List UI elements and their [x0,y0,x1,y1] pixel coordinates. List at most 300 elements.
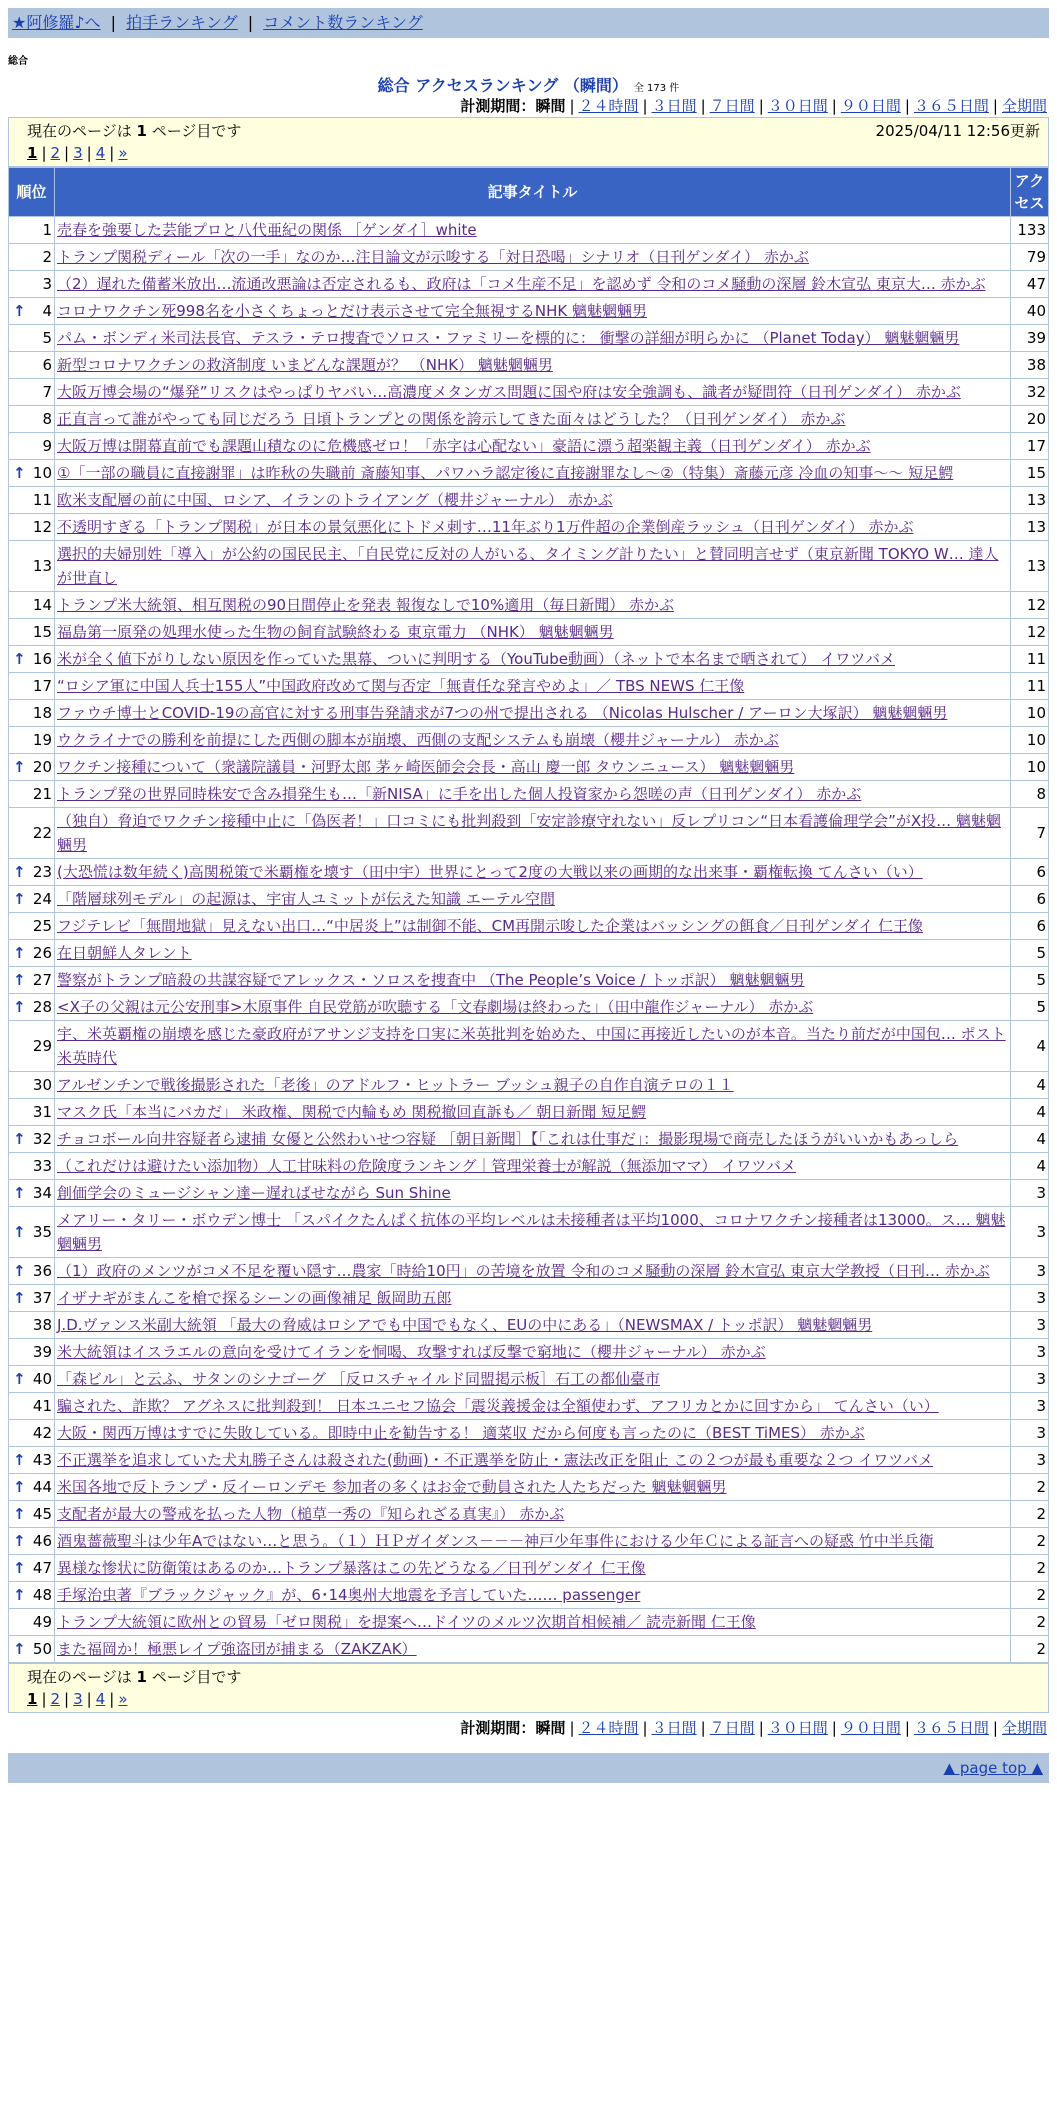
article-title-link[interactable]: また福岡か！極悪レイプ強盗団が捕まる（ZAKZAK） [57,1640,417,1658]
period-separator: | [992,97,998,115]
title-cell [55,1366,1011,1393]
table-row [9,1366,1049,1393]
access-count-cell: 3 [1011,1339,1049,1366]
rank-number: 44 [32,1478,52,1496]
rank-up-arrow-icon: ↑ [13,971,26,989]
access-count-cell: 12 [1011,592,1049,619]
home-link[interactable]: ★阿修羅♪へ [12,13,101,32]
title-cell [55,325,1011,352]
article-title-link[interactable]: 米が全く値下がりしない原因を作っていた黒幕、ついに判明する（YouTube動画）（ネットで本名まで晒されて） イワツバメ [57,650,895,668]
article-title-link[interactable]: （1）政府のメンツがコメ不足を覆い隠す…農家「時給10円」の苦境を放置 令和のコメ騒動の深層 鈴木宣弘 東京大学教授（日刊… 赤かぶ [57,1262,990,1280]
article-title-link[interactable]: 支配者が最大の警戒を払った人物（槌草一秀の『知られざる真実』） 赤かぶ [57,1505,565,1523]
period-option-link[interactable]: 全期間 [1001,1719,1047,1737]
pager-page-link[interactable]: 2 [50,144,61,162]
table-row [9,541,1049,592]
rank-number: 22 [32,824,52,842]
article-title-link[interactable]: トランプ米大統領、相互関税の90日間停止を発表 報復なしで10%適用（毎日新聞） 赤かぶ [57,596,674,614]
pager-page-link[interactable]: 3 [73,144,83,162]
article-title-link[interactable]: “ロシア軍に中国人兵士155人”中国政府改めて関与否定「無責任な発言やめよ」／ TBS NEWS 仁王像 [57,677,745,695]
rank-number: 2 [42,248,52,266]
current-page-text: 現在のページは 1 ページ目です [27,122,242,140]
table-row [9,244,1049,271]
rank-number: 3 [42,275,52,293]
rank-cell [9,1528,55,1555]
title-cell [55,700,1011,727]
access-count-cell: 47 [1011,271,1049,298]
period-option-link[interactable]: ３０日間 [767,97,828,115]
article-title-link[interactable]: 欧米支配層の前に中国、ロシア、イランのトライアング（櫻井ジャーナル） 赤かぶ [57,491,613,509]
rank-cell [9,1126,55,1153]
rank-number: 40 [32,1370,52,1388]
table-row [9,217,1049,244]
article-title-link[interactable]: イザナギがまんこを槍で探るシーンの画像補足 飯岡助五郎 [57,1289,452,1307]
rank-number: 43 [32,1451,52,1469]
title-cell [55,1285,1011,1312]
rank-up-arrow-icon: ↑ [13,1559,26,1577]
title-cell [55,1393,1011,1420]
access-count-cell: 6 [1011,859,1049,886]
rank-number: 21 [32,785,52,803]
rank-cell [9,1501,55,1528]
period-option-link[interactable]: ３６５日間 [913,1719,989,1737]
period-selector [8,95,1049,117]
access-count-cell: 11 [1011,646,1049,673]
title-cell [55,808,1011,859]
rank-cell [9,808,55,859]
article-title-link[interactable]: （独自）脅迫でワクチン接種中止に「偽医者！」口コミにも批判殺到「安定診療守れない」反レプリコン“日本看護倫理学会”がX投… 魑魅魍魎男 [57,812,1001,854]
rank-cell [9,1420,55,1447]
title-cell [55,514,1011,541]
pager-page-link[interactable]: 3 [73,1690,83,1708]
table-row [9,700,1049,727]
article-title-link[interactable]: メアリー・タリー・ボウデン博士 「スパイクたんぱく抗体の平均レベルは未接種者は平均1000、コロナワクチン接種者は13000。ス… 魑魅魍魎男 [57,1211,1006,1253]
article-title-link[interactable]: ワクチン接種について（衆議院議員・河野太郎 茅ヶ崎医師会会長・高山 慶一郎 タウンニュース） 魑魅魍魎男 [57,758,795,776]
table-row [9,1072,1049,1099]
period-separator: | [569,97,575,115]
rank-cell [9,1555,55,1582]
article-title-link[interactable]: 手塚治虫著『ブラックジャック』が、6･14奥州大地震を予言していた…… passenger [57,1586,641,1604]
rank-number: 18 [32,704,52,722]
table-row [9,1474,1049,1501]
article-title-link[interactable]: トランプ大統領に欧州との貿易「ゼロ関税」を提案へ…ドイツのメルツ次期首相候補／ 読売新聞 仁王像 [57,1613,756,1631]
rank-number: 50 [32,1640,52,1658]
period-separator: | [700,97,706,115]
rank-number: 30 [32,1076,52,1094]
article-title-link[interactable]: 大阪・関西万博はすでに失敗している。即時中止を勧告する！ 適菜収 だから何度も言ったのに（BEST TiMES） 赤かぶ [57,1424,865,1442]
rank-up-arrow-icon: ↑ [13,1223,26,1241]
table-row [9,1099,1049,1126]
rank-number: 38 [32,1316,52,1334]
title-cell [55,967,1011,994]
access-count-cell: 2 [1011,1609,1049,1636]
rank-number: 13 [32,557,52,575]
title-cell [55,1339,1011,1366]
access-count-cell: 2 [1011,1474,1049,1501]
rank-number: 25 [32,917,52,935]
title-cell [55,1501,1011,1528]
title-cell [55,1021,1011,1072]
access-count-cell: 3 [1011,1285,1049,1312]
rank-number: 7 [42,383,52,401]
title-cell [55,673,1011,700]
access-count-cell: 10 [1011,754,1049,781]
rank-number: 23 [32,863,52,881]
article-title-link[interactable]: パム・ボンディ米司法長官、テスラ・テロ捜査でソロス・ファミリーを標的に： 衝撃の詳細が明らかに （Planet Today） 魑魅魍魎男 [57,329,960,347]
article-title-link[interactable]: 異様な惨状に防衛策はあるのか…トランプ暴落はこの先どうなる／日刊ゲンダイ 仁王像 [57,1559,646,1577]
rank-number: 27 [32,971,52,989]
access-count-cell: 17 [1011,433,1049,460]
period-separator: | [758,97,764,115]
title-cell [55,940,1011,967]
title-cell [55,1072,1011,1099]
title-cell [55,781,1011,808]
rank-up-arrow-icon: ↑ [13,944,26,962]
table-row [9,1447,1049,1474]
table-row [9,913,1049,940]
title-cell [55,433,1011,460]
article-title-link[interactable]: 「階層球列モデル」の起源は、宇宙人ユミットが伝えた知識 エーテル空間 [57,890,555,908]
article-title-link[interactable]: 在日朝鮮人タレント [57,944,192,962]
rank-number: 49 [32,1613,52,1631]
title-cell [55,1474,1011,1501]
updated-timestamp: 2025/04/11 12:56更新 [875,122,1040,140]
rank-cell [9,541,55,592]
access-count-cell: 4 [1011,1153,1049,1180]
title-cell [55,1528,1011,1555]
article-title-link[interactable]: 大阪万博は開幕直前でも課題山積なのに危機感ゼロ！「赤字は心配ない」豪語に漂う超楽観主義（日刊ゲンダイ） 赤かぶ [57,437,871,455]
section-name: 総合 [8,56,28,67]
table-row [9,1126,1049,1153]
article-title-link[interactable]: コロナワクチン死998名を小さくちょっとだけ表示させて完全無視するNHK 魑魅魍魎男 [57,302,647,320]
article-title-link[interactable]: チョコボール向井容疑者ら逮捕 女優と公然わいせつ容疑 ［朝日新聞］【「これは仕事だ」：撮影現場で商売したほうがいいかもあっしら [57,1130,959,1148]
rank-number: 19 [32,731,52,749]
rank-cell [9,913,55,940]
clap-ranking-link[interactable]: 拍手ランキング [126,13,238,32]
title-cell [55,244,1011,271]
article-title-link[interactable]: トランプ発の世界同時株安で含み損発生も…「新NISA」に手を出した個人投資家から怨嗟の声（日刊ゲンダイ） 赤かぶ [57,785,862,803]
article-title-link[interactable]: 騙された、詐欺？ アグネスに批判殺到！ 日本ユニセフ協会「震災義援金は全額使わず、アフリカとかに回すから」 てんさい（い） [57,1397,939,1415]
rank-cell [9,1021,55,1072]
period-selector-bottom [8,1717,1049,1739]
title-header: 記事タイトル [55,168,1011,217]
article-title-link[interactable]: （2）遅れた備蓄米放出…流通改悪論は否定されるも、政府は「コメ生産不足」を認めず 令和のコメ騒動の深層 鈴木宣弘 東京大… 赤かぶ [57,275,986,293]
rank-header: 順位 [9,168,55,217]
pager-separator: | [64,1690,70,1708]
current-page-number: 1 [136,122,147,140]
title-cell [55,352,1011,379]
table-row [9,514,1049,541]
rank-up-arrow-icon: ↑ [13,1586,26,1604]
access-count-cell: 133 [1011,217,1049,244]
title-cell [55,754,1011,781]
pager-separator: | [41,144,47,162]
page-title-line [8,73,1049,95]
table-row [9,1339,1049,1366]
article-title-link[interactable]: 宇、米英覇権の崩壊を感じた豪政府がアサンジ支持を口実に米英批判を始めた、中国に再接近したいのが本音。当たり前だが中国包… ポスト米英時代 [57,1025,1006,1067]
period-option-link[interactable]: 全期間 [1001,97,1047,115]
title-cell [55,913,1011,940]
rank-up-arrow-icon: ↑ [13,1451,26,1469]
title-cell [55,271,1011,298]
access-count-cell: 8 [1011,781,1049,808]
page-info-box-bottom [8,1663,1049,1713]
period-option-link[interactable]: ７日間 [709,1719,755,1737]
article-title-link[interactable]: 酒鬼薔薇聖斗は少年Aではない…と思う。（１）ＨＰガイダンス－－－神戸少年事件における少年Ｃによる証言への疑惑 竹中半兵衛 [57,1532,934,1550]
rank-cell [9,352,55,379]
title-cell [55,1609,1011,1636]
nav-separator: | [110,13,117,32]
access-count-cell: 7 [1011,808,1049,859]
article-title-link[interactable]: 創価学会のミュージシャン達ー遅ればせながら Sun Shine [57,1184,451,1202]
title-cell [55,592,1011,619]
period-option-link[interactable]: ３日間 [651,1719,697,1737]
rank-number: 32 [32,1130,52,1148]
rank-cell [9,1636,55,1663]
article-title-link[interactable]: (大恐慌は数年続く)高関税策で米覇権を壊す（田中宇）世界にとって2度の大戦以来の画期的な出来事・覇権転換 てんさい（い） [57,863,923,881]
pager-separator: | [109,144,115,162]
article-title-link[interactable]: 正直言って誰がやっても同じだろう 日頃トランプとの関係を誇示してきた面々はどうした？（日刊ゲンダイ） 赤かぶ [57,410,846,428]
pager-separator: | [86,1690,92,1708]
title-cell [55,646,1011,673]
rank-cell [9,781,55,808]
article-title-link[interactable]: <X子の父親は元公安刑事>木原事件 自民党筋が吹聴する「文春劇場は終わった」（田中龍作ジャーナル） 赤かぶ [57,998,814,1016]
rank-up-arrow-icon: ↑ [13,1505,26,1523]
pager-separator: | [109,1690,115,1708]
table-row [9,271,1049,298]
rank-up-arrow-icon: ↑ [13,1478,26,1496]
rank-cell [9,325,55,352]
period-separator: | [569,1719,575,1737]
rank-number: 28 [32,998,52,1016]
article-title-link[interactable]: トランプ関税ディール「次の一手」なのか…注目論文が示唆する「対日恐喝」シナリオ（日刊ゲンダイ） 赤かぶ [57,248,809,266]
table-row [9,1582,1049,1609]
title-cell [55,727,1011,754]
period-option-link[interactable]: ３日間 [651,97,697,115]
period-separator: | [700,1719,706,1737]
rank-number: 42 [32,1424,52,1442]
rank-cell [9,754,55,781]
pager-page-link[interactable]: 4 [95,1690,106,1708]
table-row [9,1609,1049,1636]
rank-cell [9,487,55,514]
access-count-cell: 6 [1011,886,1049,913]
rank-number: 34 [32,1184,52,1202]
rank-cell [9,1072,55,1099]
period-option-link[interactable]: ３０日間 [767,1719,828,1737]
table-header-row [9,168,1049,217]
title-cell [55,1555,1011,1582]
period-label: 計測期間： [460,97,536,115]
title-cell [55,1180,1011,1207]
period-option-link[interactable]: ２４時間 [578,97,639,115]
access-count-cell: 3 [1011,1258,1049,1285]
article-title-link[interactable]: J.D.ヴァンス米副大統領 「最大の脅威はロシアでも中国でもなく、EUの中にある」（NEWSMAX / トッポ訳） 魑魅魍魎男 [57,1316,873,1334]
title-cell [55,460,1011,487]
rank-cell [9,1366,55,1393]
title-cell [55,217,1011,244]
rank-cell [9,244,55,271]
pager-separator: | [86,144,92,162]
rank-number: 26 [32,944,52,962]
access-count-cell: 13 [1011,541,1049,592]
comment-ranking-link[interactable]: コメント数ランキング [263,13,423,32]
access-count-cell: 2 [1011,1636,1049,1663]
access-count-cell: 4 [1011,1072,1049,1099]
table-row [9,808,1049,859]
table-row [9,646,1049,673]
rank-cell [9,1258,55,1285]
rank-number: 16 [32,650,52,668]
rank-number: 6 [42,356,52,374]
rank-number: 31 [32,1103,52,1121]
rank-cell [9,859,55,886]
rank-up-arrow-icon: ↑ [13,464,26,482]
period-current: 瞬間 [535,97,566,115]
table-row [9,298,1049,325]
period-separator: | [831,97,837,115]
article-title-link[interactable]: アルゼンチンで戦後撮影された「老後」のアドルフ・ヒットラー ブッシュ親子の自作自演テロの１１ [57,1076,734,1094]
rank-number: 24 [32,890,52,908]
article-title-link[interactable]: 新型コロナワクチンの救済制度 いまどんな課題が？ （NHK） 魑魅魍魎男 [57,356,553,374]
pager-current-page: 1 [27,1690,38,1708]
table-row [9,619,1049,646]
access-count-cell: 13 [1011,487,1049,514]
title-cell [55,298,1011,325]
article-title-link[interactable]: マスク氏「本当にバカだ」 米政権、関税で内輪もめ 関税撤回直訴も／ 朝日新聞 短足鰐 [57,1103,647,1121]
rank-number: 15 [32,623,52,641]
title-cell [55,1126,1011,1153]
rank-number: 1 [42,221,52,239]
access-count-cell: 4 [1011,1021,1049,1072]
access-count-cell: 3 [1011,1180,1049,1207]
article-title-link[interactable]: 売春を強要した芸能プロと八代亜紀の関係 ［ゲンダイ］white [57,221,477,239]
title-cell [55,541,1011,592]
access-count-cell: 38 [1011,352,1049,379]
pager-next-link[interactable]: » [118,144,128,162]
rank-number: 47 [32,1559,52,1577]
period-option-link[interactable]: ２４時間 [578,1719,639,1737]
pager [27,142,1040,164]
table-row [9,487,1049,514]
rank-cell [9,967,55,994]
article-title-link[interactable]: ①「一部の職員に直接謝罪」は昨秋の失職前 斎藤知事、パワハラ認定後に直接謝罪なし～②（特集）斎藤元彦 冷血の知事～～ 短足鰐 [57,464,954,482]
rank-number: 10 [32,464,52,482]
article-title-link[interactable]: フジテレビ「無間地獄」見えない出口…“中居炎上”は制御不能、CM再開示唆した企業はバッシングの餌食／日刊ゲンダイ 仁王像 [57,917,923,935]
title-cell [55,1258,1011,1285]
rank-number: 46 [32,1532,52,1550]
period-separator: | [992,1719,998,1737]
period-option-link[interactable]: ７日間 [709,97,755,115]
rank-cell [9,217,55,244]
rank-up-arrow-icon: ↑ [13,1130,26,1148]
rank-cell [9,1099,55,1126]
rank-number: 41 [32,1397,52,1415]
article-title-link[interactable]: 選択的夫婦別姓「導入」が公約の国民民主、「自民党に反対の人がいる、タイミング計りたい」と賛同明言せず（東京新聞 TOKYO W… 達人が世直し [57,545,999,587]
pager-current-page: 1 [27,144,38,162]
pager-next-link[interactable]: » [118,1690,128,1708]
table-row [9,1420,1049,1447]
article-title-link[interactable]: 米国各地で反トランプ・反イーロンデモ 参加者の多くはお金で動員された人たちだった 魑魅魍魎男 [57,1478,727,1496]
article-title-link[interactable]: 不透明すぎる「トランプ関税」が日本の景気悪化にトドメ刺す…11年ぶり1万件超の企業倒産ラッシュ（日刊ゲンダイ） 赤かぶ [57,518,914,536]
access-count-cell: 11 [1011,673,1049,700]
rank-number: 11 [32,491,52,509]
pager-separator: | [64,144,70,162]
page-top-bar [8,1753,1049,1783]
rank-number: 37 [32,1289,52,1307]
rank-cell [9,298,55,325]
access-count-cell: 13 [1011,514,1049,541]
access-count-cell: 3 [1011,1447,1049,1474]
rank-number: 45 [32,1505,52,1523]
pager-page-link[interactable]: 2 [50,1690,61,1708]
table-row [9,1021,1049,1072]
article-title-link[interactable]: 警察がトランプ暗殺の共謀容疑でアレックス・ソロスを捜査中 （The People’s Voice / トッポ訳） 魑魅魍魎男 [57,971,805,989]
access-count-cell: 2 [1011,1501,1049,1528]
period-separator: | [642,1719,648,1737]
title-cell [55,487,1011,514]
access-count-cell: 39 [1011,325,1049,352]
period-separator: | [904,1719,910,1737]
nav-separator: | [247,13,254,32]
article-title-link[interactable]: 「森ビル」と云ふ、サタンのシナゴーグ ［反ロスチャイルド同盟掲示板］石工の都仙臺市 [57,1370,660,1388]
current-page-number: 1 [136,1668,147,1686]
rank-cell [9,700,55,727]
access-count-cell: 40 [1011,298,1049,325]
article-title-link[interactable]: ウクライナでの勝利を前提にした西側の脚本が崩壊、西側の支配システムも崩壊（櫻井ジャーナル） 赤かぶ [57,731,779,749]
table-row [9,1180,1049,1207]
table-row [9,1207,1049,1258]
article-title-link[interactable]: （これだけは避けたい添加物）人工甘味料の危険度ランキング｜管理栄養士が解説（無添加ママ） イワツバメ [57,1157,797,1175]
access-count-cell: 4 [1011,1126,1049,1153]
table-row [9,406,1049,433]
rank-cell [9,646,55,673]
period-option-link[interactable]: ３６５日間 [913,97,989,115]
rank-up-arrow-icon: ↑ [13,1532,26,1550]
table-row [9,940,1049,967]
table-row [9,673,1049,700]
rank-number: 29 [32,1037,52,1055]
table-row [9,1393,1049,1420]
table-row [9,325,1049,352]
rank-cell [9,1474,55,1501]
period-option-link[interactable]: ９０日間 [840,97,901,115]
table-row [9,859,1049,886]
article-title-link[interactable]: 米大統領はイスラエルの意向を受けてイランを恫喝、攻撃すれば反撃で窮地に（櫻井ジャーナル） 赤かぶ [57,1343,766,1361]
page-top-link[interactable]: ▲ page top ▲ [943,1759,1043,1777]
article-title-link[interactable]: ファウチ博士とCOVID-19の高官に対する刑事告発請求が7つの州で提出される （Nicolas Hulscher / アーロン大塚訳） 魑魅魍魎男 [57,704,948,722]
rank-up-arrow-icon: ↑ [13,758,26,776]
rank-up-arrow-icon: ↑ [13,863,26,881]
rank-cell [9,673,55,700]
title-cell [55,1420,1011,1447]
pager-page-link[interactable]: 4 [95,144,106,162]
rank-cell [9,514,55,541]
table-row [9,1285,1049,1312]
access-count-cell: 4 [1011,1099,1049,1126]
table-row [9,379,1049,406]
rank-cell [9,1312,55,1339]
rank-number: 8 [42,410,52,428]
access-count-cell: 3 [1011,1207,1049,1258]
period-option-link[interactable]: ９０日間 [840,1719,901,1737]
rank-number: 48 [32,1586,52,1604]
rank-cell [9,460,55,487]
article-title-link[interactable]: 不正選挙を追求していた犬丸勝子さんは殺された(動画)・不正選挙を防止・憲法改正を阻止 この２つが最も重要な２つ イワツバメ [57,1451,933,1469]
title-cell [55,406,1011,433]
article-title-link[interactable]: 大阪万博会場の“爆発”リスクはやっぱりヤバい…高濃度メタンガス問題に国や府は安全強調も、識者が疑問符（日刊ゲンダイ） 赤かぶ [57,383,961,401]
rank-cell [9,1447,55,1474]
article-title-link[interactable]: 福島第一原発の処理水使った生物の飼育試験終わる 東京電力 （NHK） 魑魅魍魎男 [57,623,614,641]
